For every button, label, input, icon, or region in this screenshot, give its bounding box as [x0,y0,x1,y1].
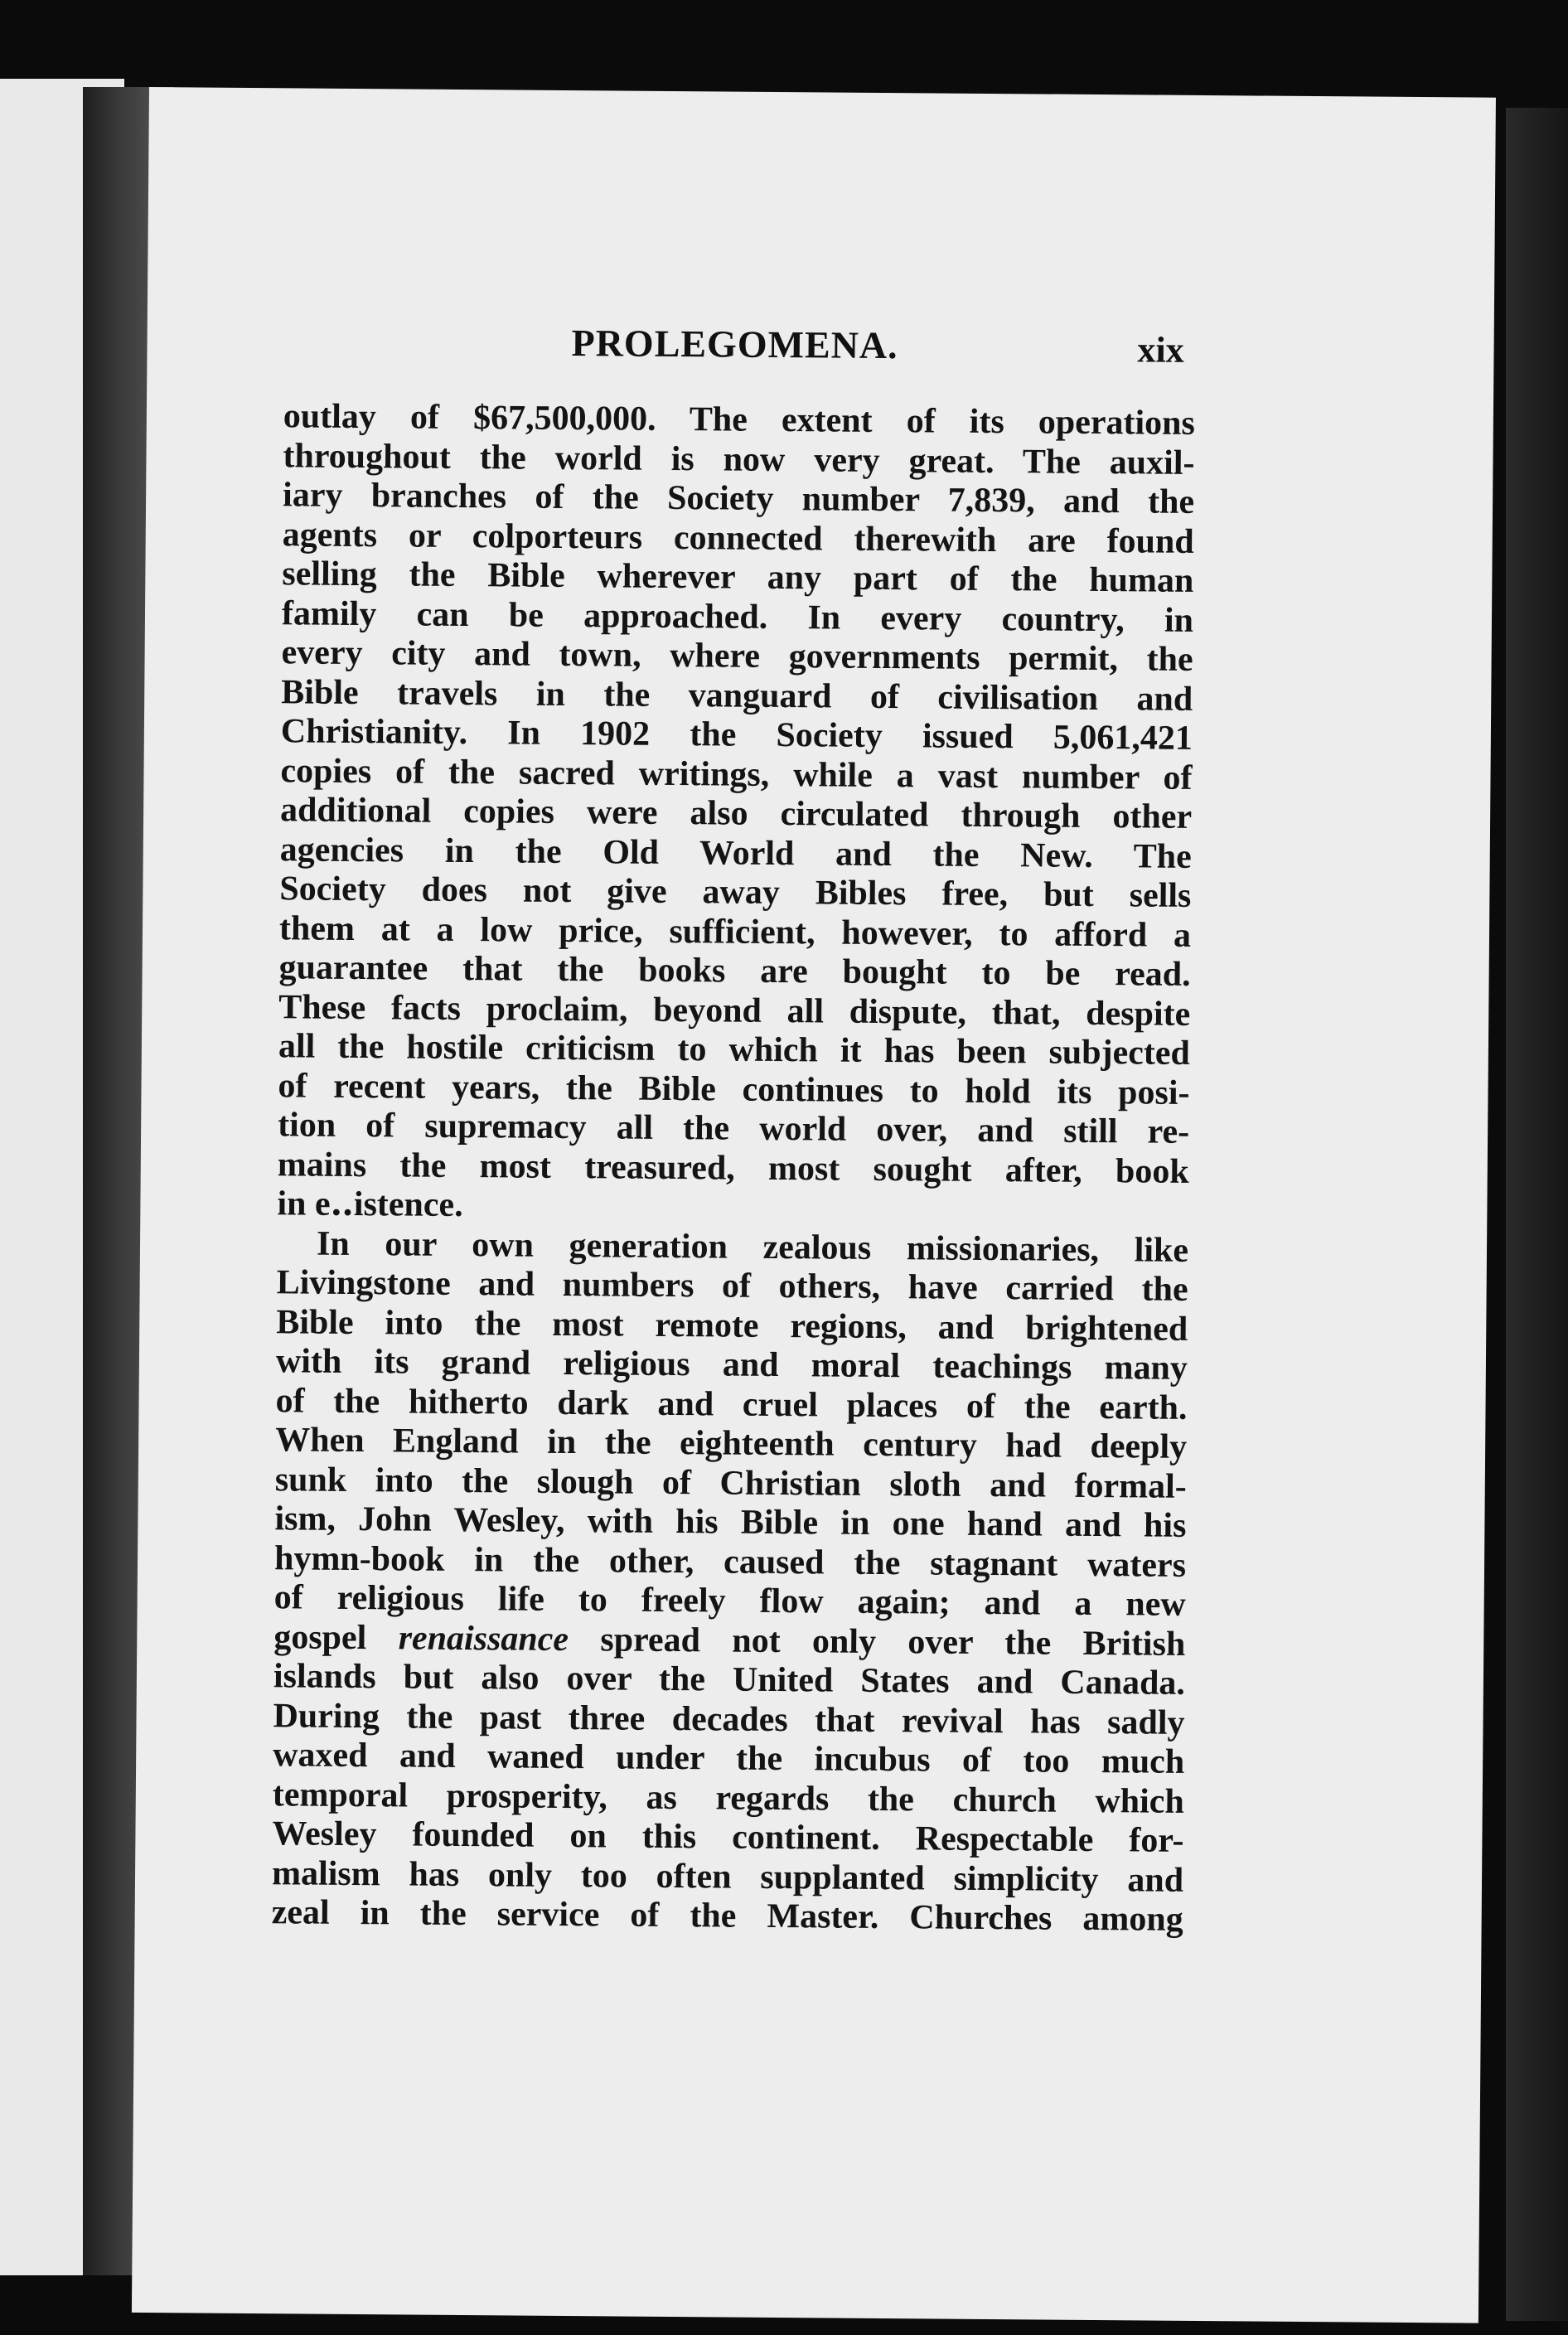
text-line: Bible travels in the vanguard of civilisation and [281,672,1193,719]
text-line: zeal in the service of the Master. Churches among [271,1893,1183,1939]
text-line: During the past three decades that revival has sadly [273,1696,1185,1742]
text-fragment: gospel [273,1617,399,1657]
text-line: tion of supremacy all the world over, and still re- [277,1106,1190,1151]
italic-word: renaissance [398,1618,569,1659]
text-line: waxed and waned under the incubus of too much [273,1736,1185,1781]
text-line: malism has only too often supplanted simplicity and [271,1853,1184,1900]
running-head [147,317,1493,378]
paragraph-1 [277,397,1195,1231]
paragraph-2 [272,1224,1189,1940]
running-title: PROLEGOMENA. [571,322,898,367]
page-stack-edge [1506,108,1568,2321]
text-line: mains the most treasured, most sought after, book [277,1145,1189,1191]
text-line: islands but also over the United States and Canada. [273,1657,1186,1703]
text-line: throughout the world is now very great. The auxil- [283,436,1195,482]
text-line: family can be approached. In every country, in [281,593,1194,640]
text-line: them at a low price, sufficient, however, to afford a [278,908,1192,955]
text-line: In our own generation zealous missionaries, like [316,1224,1189,1270]
text-line: agents or colporteurs connected therewith are found [282,515,1194,561]
text-line: hymn-book in the other, caused the stagnant waters [273,1538,1187,1585]
book-page [132,87,1496,2323]
text-line: copies of the sacred writings, while a vast number of [280,751,1193,797]
text-line: When England in the eighteenth century had deeply [275,1421,1188,1466]
text-line: ism, John Wesley, with his Bible in one hand and his [274,1499,1187,1545]
text-line: all the hostile criticism to which it has been subjected [278,1027,1191,1073]
body-text [272,397,1196,1940]
text-line: selling the Bible wherever any part of the human [282,555,1194,600]
text-line: in e‥istence. [277,1184,463,1225]
text-line: Livingstone and numbers of others, have carried the [276,1263,1188,1309]
text-line: additional copies were also circulated through other [279,791,1193,836]
text-line: iary branches of the Society number 7,839, and the [282,476,1195,521]
text-line: outlay of $67,500,000. The extent of its operations [283,397,1196,443]
text-line: Bible into the most remote regions, and brightened [276,1302,1188,1349]
text-line: temporal prosperity, as regards the church which [272,1775,1184,1821]
text-line: guarantee that the books are bought to be read. [278,948,1191,994]
text-line: every city and town, where governments permit, the [281,633,1193,679]
text-line: of religious life to freely flow again; and a new [273,1578,1186,1624]
text-line: sunk into the slough of Christian sloth and formal- [274,1460,1187,1506]
text-line: agencies in the Old World and the New. The [279,830,1192,876]
text-line: Society does not give away Bibles free, but sells [279,870,1192,915]
text-line: with its grand religious and moral teachings many [275,1342,1188,1388]
text-line: Wesley founded on this continent. Respectable for- [272,1814,1184,1860]
text-line: of recent years, the Bible continues to hold its posi- [278,1066,1190,1112]
text-line: of the hitherto dark and cruel places of the earth. [275,1381,1188,1427]
text-fragment: spread not only over the British [568,1620,1186,1664]
text-line: These facts proclaim, beyond all dispute, that, despite [278,987,1191,1034]
page-number: xix [1137,329,1184,371]
text-line-with-italic [273,1618,1185,1664]
text-line: Christianity. In 1902 the Society issued 5,061,421 [280,712,1193,758]
